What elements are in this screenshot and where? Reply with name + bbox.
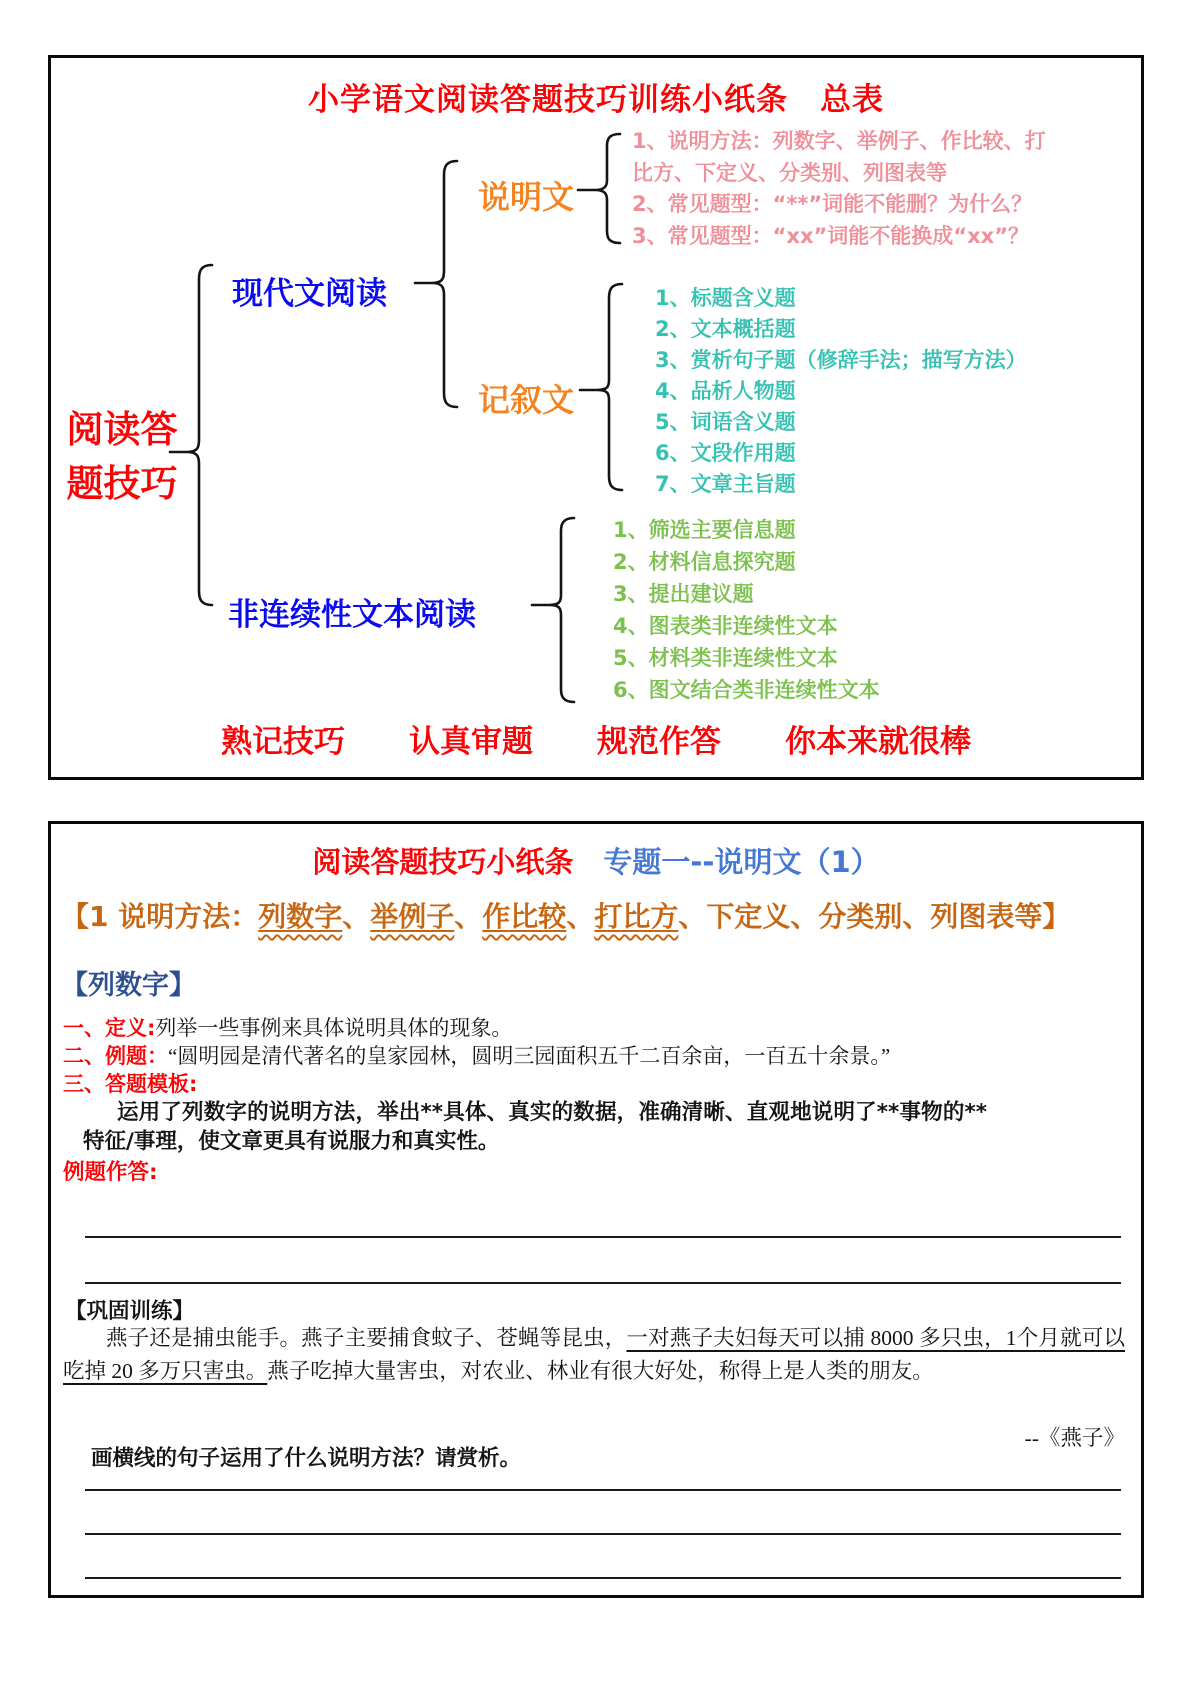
- page-title: 小学语文阅读答题技巧训练小纸条 总表: [308, 82, 884, 118]
- source-citation: --《燕子》: [1024, 1426, 1125, 1450]
- tree-item: 4、图表类非连续性文本: [613, 614, 838, 638]
- paragraph-text: 燕子吃掉大量害虫，对农业、林业有很大好处，称得上是人类的朋友。: [267, 1359, 934, 1383]
- motto-row: [51, 716, 1141, 761]
- writing-line: [85, 1533, 1121, 1535]
- underlined-sentence: 一对燕子夫妇每天可以捕 8000 多只虫，1个月就可以吃掉 20 多万只害虫。: [63, 1326, 1125, 1383]
- method-underlined: 打比方: [594, 900, 679, 933]
- tree-node-narrative: 记叙文: [478, 381, 575, 419]
- practice-question: 画横线的句子运用了什么说明方法？请赏析。: [91, 1446, 522, 1471]
- tree-item: 5、词语含义题: [655, 410, 796, 434]
- template-label-line: [63, 1070, 197, 1099]
- practice-label: 【巩固训练】: [65, 1299, 195, 1324]
- worksheet-title-main: 阅读答题技巧小纸条: [312, 845, 574, 879]
- tree-item: 1、标题含义题: [655, 286, 796, 310]
- separator: 、: [342, 900, 371, 933]
- tree-item: 3、提出建议题: [613, 582, 754, 606]
- expository-brace: [578, 131, 622, 246]
- practice-paragraph: [63, 1322, 1125, 1388]
- writing-line: [85, 1577, 1121, 1579]
- example-text: “圆明园是清代著名的皇家园林，圆明三园面积五千二百余亩，一百五十余景。”: [168, 1044, 891, 1068]
- paragraph-text: 燕子还是捕虫能手。燕子主要捕食蚊子、苍蝇等昆虫，: [106, 1326, 627, 1350]
- non-continuous-brace: [532, 515, 576, 705]
- definition-text: 列举一些事例来具体说明具体的现象。: [155, 1016, 513, 1040]
- tree-root-line2: 题技巧: [66, 462, 178, 505]
- tree-item: 7、文章主旨题: [655, 472, 796, 496]
- non-continuous-items: [613, 514, 1053, 706]
- root-brace: [170, 262, 214, 608]
- section-title: 【列数字】: [61, 970, 196, 1001]
- tree-item: 1、筛选主要信息题: [613, 518, 796, 542]
- method-underlined: 列数字: [258, 900, 343, 933]
- example-label: 二、例题：: [63, 1044, 168, 1068]
- answer-label-text: 例题作答:: [63, 1160, 158, 1185]
- example-line: [63, 1042, 890, 1071]
- tree-item: 3、常见题型：“xx”词能不能换成“xx”？: [632, 223, 1029, 248]
- narrative-items: [655, 283, 1085, 500]
- motto: 你本来就很棒: [785, 724, 971, 760]
- expository-items: [632, 126, 1048, 252]
- tree-item: 2、常见题型：“**”词能不能删？为什么？: [632, 192, 1033, 216]
- tree-item: 2、文本概括题: [655, 317, 796, 341]
- tree-item: 4、品析人物题: [655, 379, 796, 403]
- methods-heading: [61, 895, 1131, 935]
- tree-item: 6、图文结合类非连续性文本: [613, 678, 880, 702]
- tree-item: 5、材料类非连续性文本: [613, 646, 838, 670]
- worksheet-title-topic: 专题一--说明文（1）: [603, 845, 880, 879]
- motto: 熟记技巧: [221, 724, 345, 760]
- method-underlined: 作比较: [482, 900, 567, 933]
- worksheet-title: [51, 840, 1141, 881]
- tree-item: 1、说明方法：列数字、举例子、作比较、打比方、下定义、分类别、列图表等: [632, 129, 1046, 185]
- motto: 认真审题: [409, 724, 533, 760]
- overview-panel: [48, 55, 1144, 780]
- motto: 规范作答: [597, 724, 721, 760]
- worksheet-panel: [48, 821, 1144, 1598]
- separator: 、: [454, 900, 483, 933]
- tree-item: 3、赏析句子题（修辞手法；描写方法）: [655, 348, 1027, 372]
- tree-item: 6、文段作用题: [655, 441, 796, 465]
- writing-line: [85, 1236, 1121, 1238]
- template-paragraph: 运用了列数字的说明方法，举出**具体、真实的数据，准确清晰、直观地说明了**事物的**特征/事理，使文章更具有说服力和真实性。: [83, 1100, 987, 1154]
- narrative-brace: [580, 281, 624, 493]
- separator: 、: [566, 900, 595, 933]
- methods-heading-pre: 【1 说明方法：: [61, 900, 259, 933]
- answer-label: [63, 1158, 158, 1187]
- modern-reading-brace: [415, 158, 459, 410]
- template-label: 三、答题模板:: [63, 1072, 198, 1096]
- definition-label: 一、定义:: [63, 1016, 156, 1040]
- tree-root-label: [59, 403, 185, 511]
- tree-item: 2、材料信息探究题: [613, 550, 796, 574]
- tree-node-expository: 说明文: [478, 178, 575, 216]
- writing-line: [85, 1282, 1121, 1284]
- writing-line: [85, 1489, 1121, 1491]
- tree-node-non-continuous: 非连续性文本阅读: [228, 597, 476, 633]
- definition-line: [63, 1014, 512, 1043]
- method-underlined: 举例子: [370, 900, 455, 933]
- methods-heading-tail: 、下定义、分类别、列图表等】: [678, 900, 1071, 933]
- tree-node-modern-reading: 现代文阅读: [232, 276, 387, 312]
- tree-root-line1: 阅读答: [66, 408, 178, 451]
